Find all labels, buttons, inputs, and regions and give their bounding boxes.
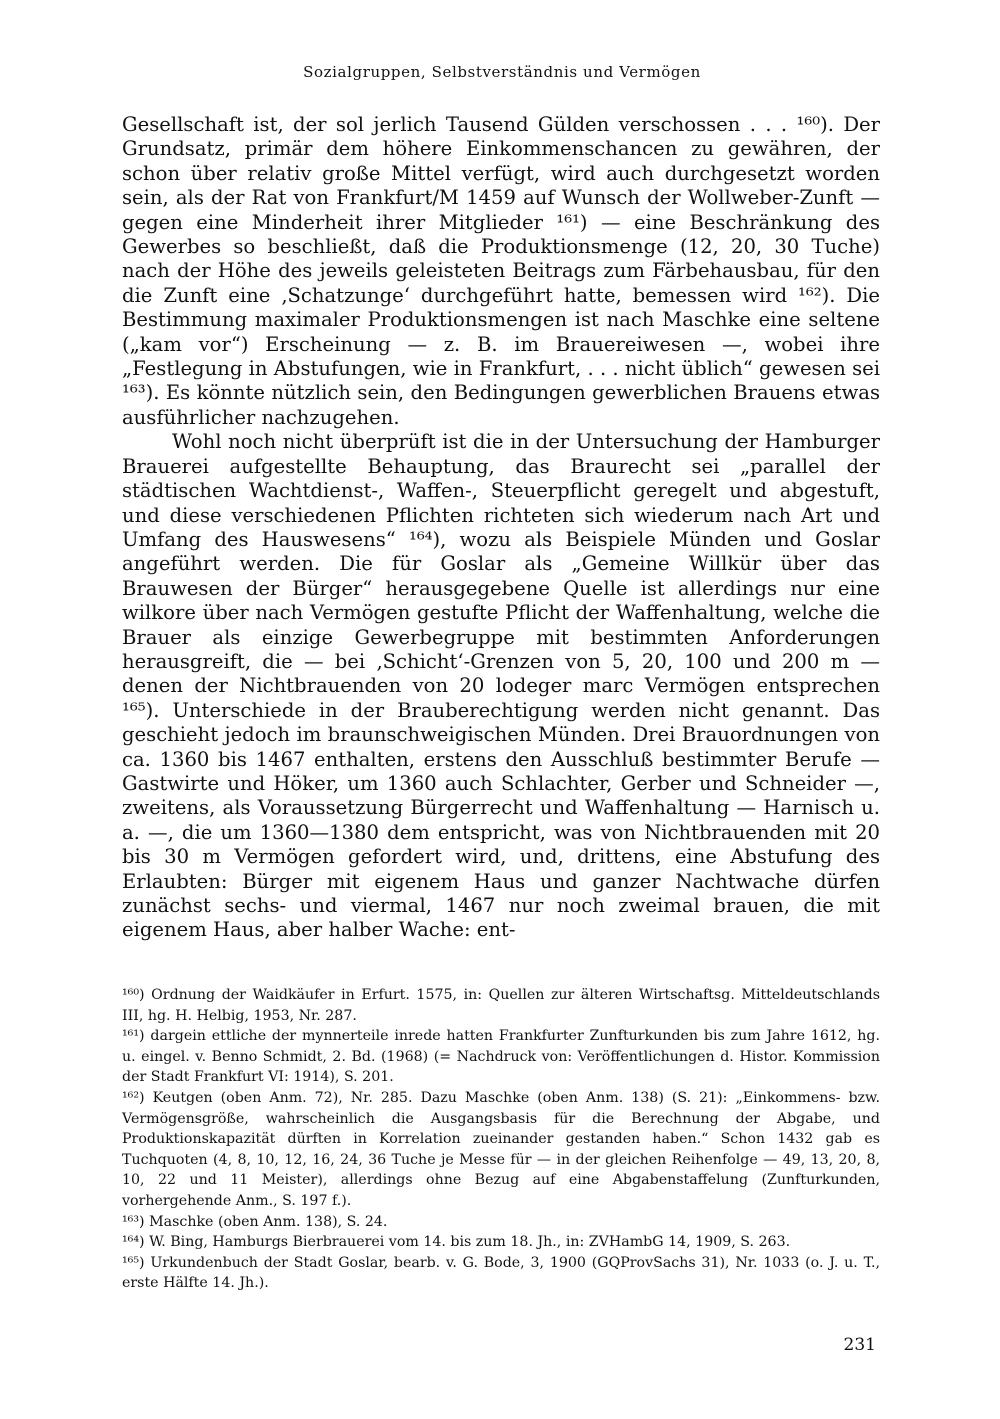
footnote: ¹⁶³) Maschke (oben Anm. 138), S. 24. <box>122 1213 388 1230</box>
footnote: ¹⁶⁵) Urkundenbuch der Stadt Goslar, bearb. v. G. Bode, 3, 1900 (GQProvSachs 31), Nr. 1033 (o. J. u. T., erste Hälfte 14. Jh.). <box>122 1254 880 1292</box>
footnote: ¹⁶⁴) W. Bing, Hamburgs Bierbrauerei vom 14. bis zum 18. Jh., in: ZVHambG 14, 1909, S. 263. <box>122 1234 791 1251</box>
footnotes <box>122 985 880 1294</box>
footnote: ¹⁶²) Keutgen (oben Anm. 72), Nr. 285. Dazu Maschke (oben Anm. 138) (S. 21): „Einkommens- bzw. Vermögensgröße, wahrscheinlich die Ausgangsbasis für die Berechnung der Abgabe, und Produktionskapazität dürften in Korrelation zueinander gestanden haben.“ Schon 1432 gab es Tuchquoten (4, 8, 10, 12, 16, 24, 36 Tuche je Messe für — in der gleichen Reihenfolge — 49, 13, 20, 8, 10, 22 und 11 Meister), allerdings ohne Bezug auf eine Abgabenstaffelung (Zunfturkunden, vorhergehende Anm., S. 197 f.). <box>122 1089 880 1209</box>
running-head: Sozialgruppen, Selbstverständnis und Vermögen <box>303 63 701 81</box>
footnote: ¹⁶⁰) Ordnung der Waidkäufer in Erfurt. 1575, in: Quellen zur älteren Wirtschaftsg. Mitteldeutschlands III, hg. H. Helbig, 1953, Nr. 287. <box>122 987 880 1024</box>
paragraph: Gesellschaft ist, der sol jerlich Tausend Gülden verschossen . . . ¹⁶⁰). Der Grundsatz, primär dem höhere Einkommenschancen zu gewähren, der schon über relativ große Mittel verfügt, wird auch durchgesetzt worden sein, als der Rat von Frankfurt/M 1459 auf Wunsch der Wollweber-Zunft — gegen eine Minderheit ihrer Mitglieder ¹⁶¹) — eine Beschränkung des Gewerbes so beschließt, daß die Produktionsmenge (12, 20, 30 Tuche) nach der Höhe des jeweils geleisteten Beitrags zum Färbehausbau, für den die Zunft eine ‚Schatzunge‘ durchgeführt hatte, bemessen wird ¹⁶²). Die Bestimmung maximaler Produktionsmengen ist nach Maschke eine seltene („kam vor“) Erscheinung — z. B. im Brauereiwesen —, wobei ihre „Festlegung in Abstufungen, wie in Frankfurt, . . . nicht üblich“ gewesen sei ¹⁶³). Es könnte nützlich sein, den Bedingungen gewerblichen Brauens etwas ausführlicher nachzugehen. <box>122 113 880 429</box>
paragraph: Wohl noch nicht überprüft ist die in der Untersuchung der Hamburger Brauerei aufgestellte Behauptung, das Braurecht sei „parallel der städtischen Wachtdienst-, Waffen-, Steuerpflicht geregelt und abgestuft, und diese verschiedenen Pflichten richteten sich wiederum nach Art und Umfang des Hauswesens“ ¹⁶⁴), wozu als Beispiele Münden und Goslar angeführt werden. Die für Goslar als „Gemeine Willkür über das Brauwesen der Bürger“ herausgegebene Quelle ist allerdings nur eine wilkore über nach Vermögen gestufte Pflicht der Waffenhaltung, welche die Brauer als einzige Gewerbegruppe mit bestimmten Anforderungen herausgreift, die — bei ‚Schicht‘-Grenzen von 5, 20, 100 und 200 m — denen der Nichtbrauenden von 20 lodeger marc Vermögen entsprechen ¹⁶⁵). Unterschiede in der Brauberechtigung werden nicht genannt. Das geschieht jedoch im braunschweigischen Münden. Drei Brauordnungen von ca. 1360 bis 1467 enthalten, erstens den Ausschluß bestimmter Berufe — Gastwirte und Höker, um 1360 auch Schlachter, Gerber und Schneider —, zweitens, als Voraussetzung Bürgerrecht und Waffenhaltung — Harnisch u. a. —, die um 1360—1380 dem entspricht, was von Nichtbrauenden mit 20 bis 30 m Vermögen gefordert wird, und, drittens, eine Abstufung des Erlaubten: Bürger mit eigenem Haus und ganzer Nachtwache dürfen zunächst sechs- und viermal, 1467 nur noch zweimal brauen, die mit eigenem Haus, aber halber Wache: ent- <box>122 430 880 942</box>
main-text <box>122 113 880 943</box>
page-number: 231 <box>843 1335 876 1355</box>
footnote: ¹⁶¹) dargein ettliche der mynnerteile inrede hatten Frankfurter Zunfturkunden bis zum Jahre 1612, hg. u. eingel. v. Benno Schmidt, 2. Bd. (1968) (= Nachdruck von: Veröffentlichungen d. Histor. Kommission der Stadt Frankfurt VI: 1914), S. 201. <box>122 1028 880 1086</box>
